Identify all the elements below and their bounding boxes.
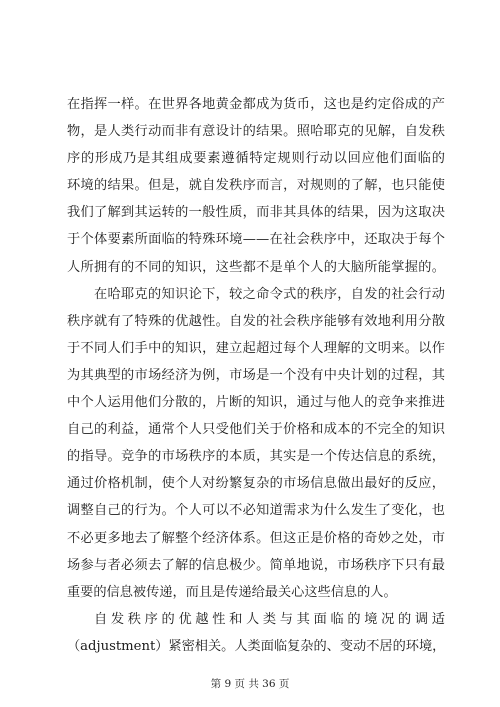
- text-line: 我们了解到其运转的一般性质，而非其具体的结果，因为这取决: [67, 205, 445, 221]
- text-line: 秩序就有了特殊的优越性。自发的社会秩序能够有效地利用分散: [67, 313, 445, 329]
- text-line: 调整自己的行为。个人可以不必知道需求为什么发生了变化，也: [67, 503, 445, 519]
- body-text: [67, 91, 445, 660]
- text-line: 自己的利益，通常个人只受他们关于价格和成本的不完全的知识: [67, 422, 445, 438]
- text-line: 不必更多地去了解整个经济体系。但这正是价格的奇妙之处，市: [67, 530, 445, 546]
- text-line: 序的形成乃是其组成要素遵循特定规则行动以回应他们面临的: [67, 151, 445, 167]
- text-line: 场参与者必须去了解的信息极少。简单地说，市场秩序下只有最: [67, 557, 445, 573]
- paragraph-last-line: 重要的信息被传递，而且是传递给最关心这些信息的人。: [67, 584, 397, 600]
- text-line: 通过价格机制，使个人对纷繁复杂的市场信息做出最好的反应，: [67, 476, 445, 492]
- text-line: 在指挥一样。在世界各地黄金都成为货币，这也是约定俗成的产: [67, 97, 445, 112]
- page-footer: [0, 676, 500, 691]
- paragraph-first-line: 自发秩序的优越性和人类与其面临的境况的调适: [94, 611, 445, 627]
- text-line: （adjustment）紧密相关。人类面临复杂的、变动不居的环境，: [67, 638, 445, 654]
- text-line: 于个体要素所面临的特殊环境——在社会秩序中，还取决于每个: [67, 232, 445, 248]
- text-line: 人所拥有的不同的知识，这些都不是单个人的大脑所能掌握的。: [67, 259, 445, 275]
- page-number-label: 第 9 页 共 36 页: [210, 678, 290, 690]
- text-line: 为其典型的市场经济为例，市场是一个没有中央计划的过程，其: [67, 367, 445, 383]
- paragraph-first-line: 在哈耶克的知识论下，较之命令式的秩序，自发的社会行动: [94, 286, 445, 302]
- text-line: 环境的结果。但是，就自发秩序而言，对规则的了解，也只能使: [67, 178, 445, 194]
- text-line: 于不同人们手中的知识，建立起超过每个人理解的文明来。以作: [67, 340, 445, 356]
- text-line: 中个人运用他们分散的，片断的知识，通过与他人的竞争来推进: [67, 395, 445, 411]
- text-line: 的指导。竞争的市场秩序的本质，其实是一个传达信息的系统，: [67, 449, 445, 465]
- text-line: 物，是人类行动而非有意设计的结果。照哈耶克的见解，自发秩: [67, 124, 445, 140]
